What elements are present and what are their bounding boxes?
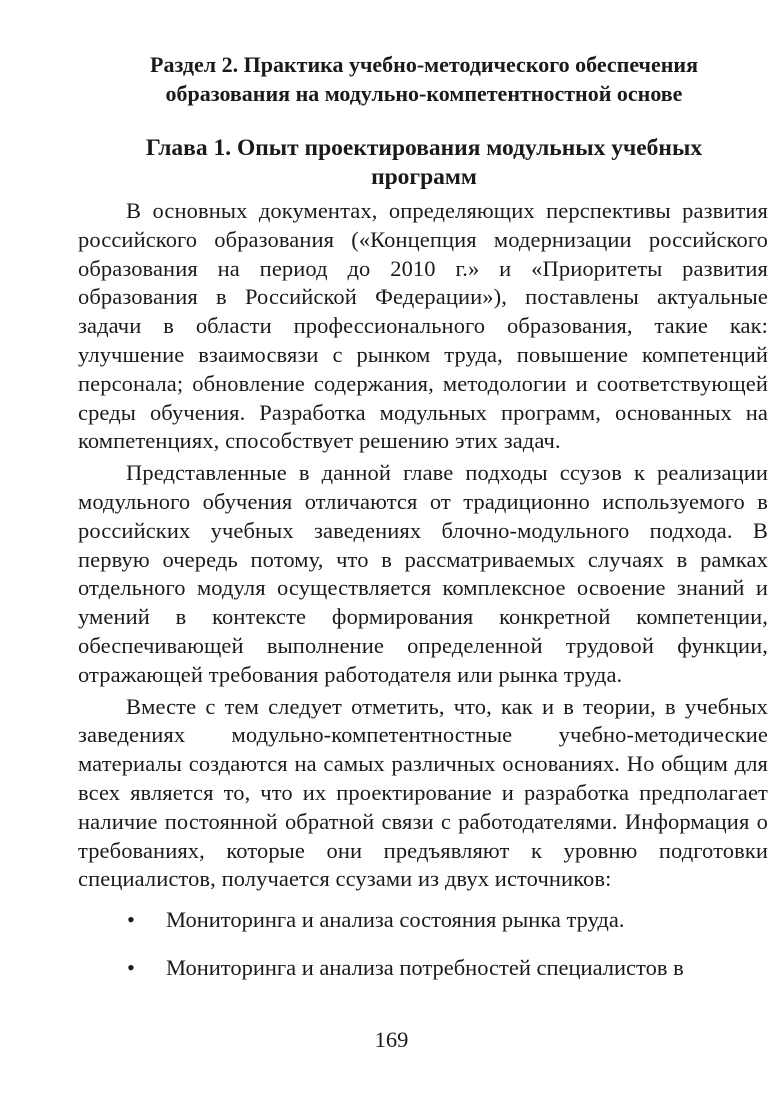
paragraph-3: Вместе с тем следует отметить, что, как и в теории, в учебных заведениях модульно-компетентностные учебно-методические материалы создаются на самых различных основаниях. Но общим для всех является то, что их проектирование и разработка предполагает наличие постоянной обратной связи с работодателями. Информация о требованиях, которые они предъявляют к уровню подготовки специалистов, получается ссузами из двух источников: [78, 693, 768, 892]
paragraph-1: В основных документах, определяющих перспективы развития российского образования («Концепция модернизации российского образования на период до 2010 г.» и «Приоритеты развития образования в Российской Федерации»), поставлены актуальные задачи в области профессионального образования, такие как: улучшение взаимосвязи с рынком труда, повышение компетенций персонала; обновление содержания, методологии и соответствующей среды обучения. Разработка модульных программ, основанных на компетенциях, способствует решению этих задач. [78, 198, 768, 454]
document-page [78, 50, 768, 1002]
page-number: 169 [374, 1027, 409, 1052]
list-item [78, 954, 768, 983]
list-item [78, 906, 768, 935]
list-item-text: Мониторинга и анализа потребностей специалистов в [166, 954, 684, 980]
paragraph-2: Представленные в данной главе подходы ссузов к реализации модульного обучения отличаются от традиционно используемого в российских учебных заведениях блочно-модульного подхода. В первую очередь потому, что в рассматриваемых случаях в рамках отдельного модуля осуществляется комплексное освоение знаний и умений в контексте формирования конкретной компетенции, обеспечивающей выполнение определенной трудовой функции, отражающей требования работодателя или рынка труда. [78, 460, 768, 687]
chapter-title: Глава 1. Опыт проектирования модульных учебных программ [145, 135, 703, 190]
list-item-text: Мониторинга и анализа состояния рынка труда. [166, 907, 625, 933]
bullet-icon: • [127, 907, 135, 933]
bullet-list [78, 906, 768, 983]
bullet-icon: • [127, 954, 135, 980]
section-title: Раздел 2. Практика учебно-методического обеспечения образования на модульно-компетентностной основе [150, 52, 698, 106]
